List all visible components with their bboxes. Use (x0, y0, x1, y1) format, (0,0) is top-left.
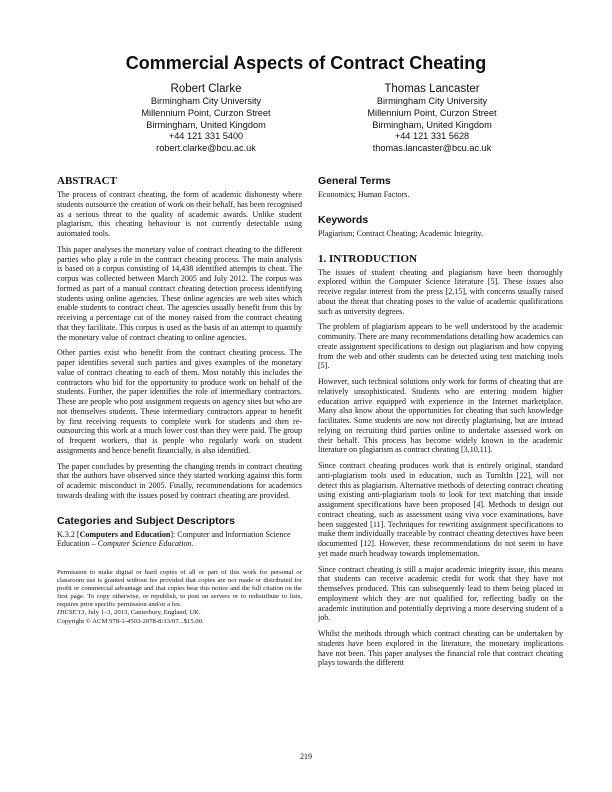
left-column (57, 175, 302, 626)
author-email: thomas.lancaster@bcu.ac.uk (372, 143, 492, 154)
author-city: Birmingham, United Kingdom (372, 119, 492, 130)
category-rest: ]: Computer and Information Science Education – (57, 529, 291, 549)
permission-text: Permission to make digital or hard copies of all or part of this work for personal or classroom use is granted without fee provided that copies are not made or distributed for profit or commercial advantage and that copies bear this notice and the full citation on the first page. To copy otherwise, or republish, to post on servers or to redistribute to lists, requires prior specific permission and/or a fee. (57, 569, 302, 609)
intro-paragraph: However, such technical solutions only work for forms of cheating that are relatively unsophisticated. Students who are entering modern higher education arrive equipped with experience in the Internet marketplace. Many also know about the opportunities for cheating that such knowledge facilitates. Some students are now not directly plagiarising, but are instead relying on recruiting third parties online to undertake assessed work on their behalf. This process has become widely known in the academic literature on plagiarism as contract cheating [3,10,11]. (318, 377, 563, 455)
paper-title: Commercial Aspects of Contract Cheating (125, 53, 487, 73)
general-terms-text: Economics; Human Factors. (318, 190, 410, 199)
venue-name: ITiCSE'13, (57, 609, 87, 617)
intro-paragraph: Whilst the methods through which contract cheating can be undertaken by students have been explored in the literature, the monetary implications have not been. This paper analyses the financial role that contract cheating plays towards the different (318, 629, 563, 668)
author-phone: +44 121 331 5400 (168, 131, 244, 142)
category-subject: Computer Science Education. (97, 539, 194, 549)
introduction-heading: 1. INTRODUCTION (318, 252, 418, 265)
categories-heading: Categories and Subject Descriptors (57, 514, 235, 527)
author-block-1 (91, 82, 321, 155)
abstract-heading: ABSTRACT (57, 175, 117, 187)
page-number: 219 (300, 752, 312, 761)
author-address: Millennium Point, Curzon Street (367, 107, 497, 118)
abstract-paragraph: This paper analyses the monetary value of contract cheating to the different parties who play a role in the contract cheating process. The main analysis is based on a corpus consisting of 14,438 identified attempts to cheat. The corpus was collected between March 2005 and July 2012. The corpus was formed as part of a manual contract cheating detection process identifying students using online agencies. These online agencies are web sites which enable students to contract cheat. The agencies usually benefit from this by receiving a percentage cut of the money raised from the contract cheating that they facilitate. This corpus is used as the basis of an attempt to quantify the monetary value of contract cheating to online agencies. (57, 244, 302, 342)
intro-paragraph: Since contract cheating produces work that is entirely original, standard anti-plagiarism tools used in education, such as TurnItIn [22], will not detect this as plagiarism. Alternative methods of detecting contract cheating using existing anti-plagiarism tools to look for text matching that inside assignment specifications have been proposed [4]. Methods to design out contract cheating, such as assessment using viva voce examinations, have been suggested [11]. Techniques for rewriting assignment specifications to make them individually traceable by contract cheating detectives have been documented [12]. However, these recommendations do not seem to have yet made much headway towards implementation. (318, 461, 563, 558)
category-code: K.3.2 [ (57, 529, 80, 539)
author-name: Thomas Lancaster (384, 83, 480, 95)
intro-paragraph: The problem of plagiarism appears to be well understood by the academic community. There are many recommendations detailing how academics can create assignment specifications to design out plagiarism and how copying from the web and other students can be detected using text matching tools [5]. (318, 322, 563, 371)
abstract-paragraph: Other parties exist who benefit from the contract cheating process. The paper identifies several such parties and gives examples of the monetary value of contract cheating to each of them. Most notably this includes the contractors who bid for the opportunity to produce work on behalf of the students. Further, the paper identifies the role of intermediary contractors. These are people who post assignment requests on agency sites but who are not themselves students. These intermediary contractors appear to benefit by first receiving requests to complete work for students and then re-outsourcing this work at a much lower cost than they were paid. The group of frequent workers, that is people who regularly work on student assignments and hence benefit financially, is also identified. (57, 348, 302, 455)
permission-block (57, 569, 302, 626)
keywords-heading: Keywords (318, 213, 369, 226)
author-block-2 (317, 82, 547, 155)
author-city: Birmingham, United Kingdom (146, 119, 266, 130)
abstract-paragraph: The paper concludes by presenting the changing trends in contract cheating that the authors have observed since they started working against this form of academic misconduct in 2005. Finally, recommendations for academics towards dealing with the issues posed by contract cheating are provided. (57, 461, 302, 500)
category-name: Computers and Education (79, 529, 171, 539)
intro-paragraph: The issues of student cheating and plagiarism have been thoroughly explored within the Computer Science literature [5]. These issues also receive regular interest from the press [2,15], with concerns usually raised about the threat that cheating poses to the value of academic qualifications such as university degrees. (318, 267, 563, 316)
author-phone: +44 121 331 5628 (394, 131, 470, 142)
author-affiliation: Birmingham City University (376, 96, 488, 106)
author-address: Millennium Point, Curzon Street (141, 107, 271, 118)
author-email: robert.clarke@bcu.ac.uk (156, 143, 256, 154)
venue-line (57, 609, 302, 617)
right-column (318, 175, 563, 674)
intro-paragraph: Since contract cheating is still a major academic integrity issue, this means that students can receive academic credit for work that they have not themselves produced. This can subsequently lead to them being placed in employment which they are not qualified for, reflecting badly on the academic institution and potentially depriving a more deserving student of a job. (318, 564, 563, 623)
categories-text (57, 530, 302, 550)
general-terms-heading: General Terms (318, 175, 391, 187)
author-affiliation: Birmingham City University (150, 96, 262, 106)
abstract-paragraph: The process of contract cheating, the form of academic dishonesty where students outsource the creation of work on their behalf, has been recognised as a serious threat to the quality of academic awards. Unlike student plagiarism, this cheating behaviour is not currently detectable using automated tools. (57, 190, 302, 238)
author-name: Robert Clarke (170, 83, 242, 95)
copyright-line: Copyright © ACM 978-1-4503-2078-8/13/07...$15.00. (57, 617, 204, 625)
keywords-text: Plagiarism; Contract Cheating; Academic Integrity. (318, 228, 484, 238)
venue-details: July 1–3, 2013, Canterbury, England, UK. (86, 609, 201, 617)
